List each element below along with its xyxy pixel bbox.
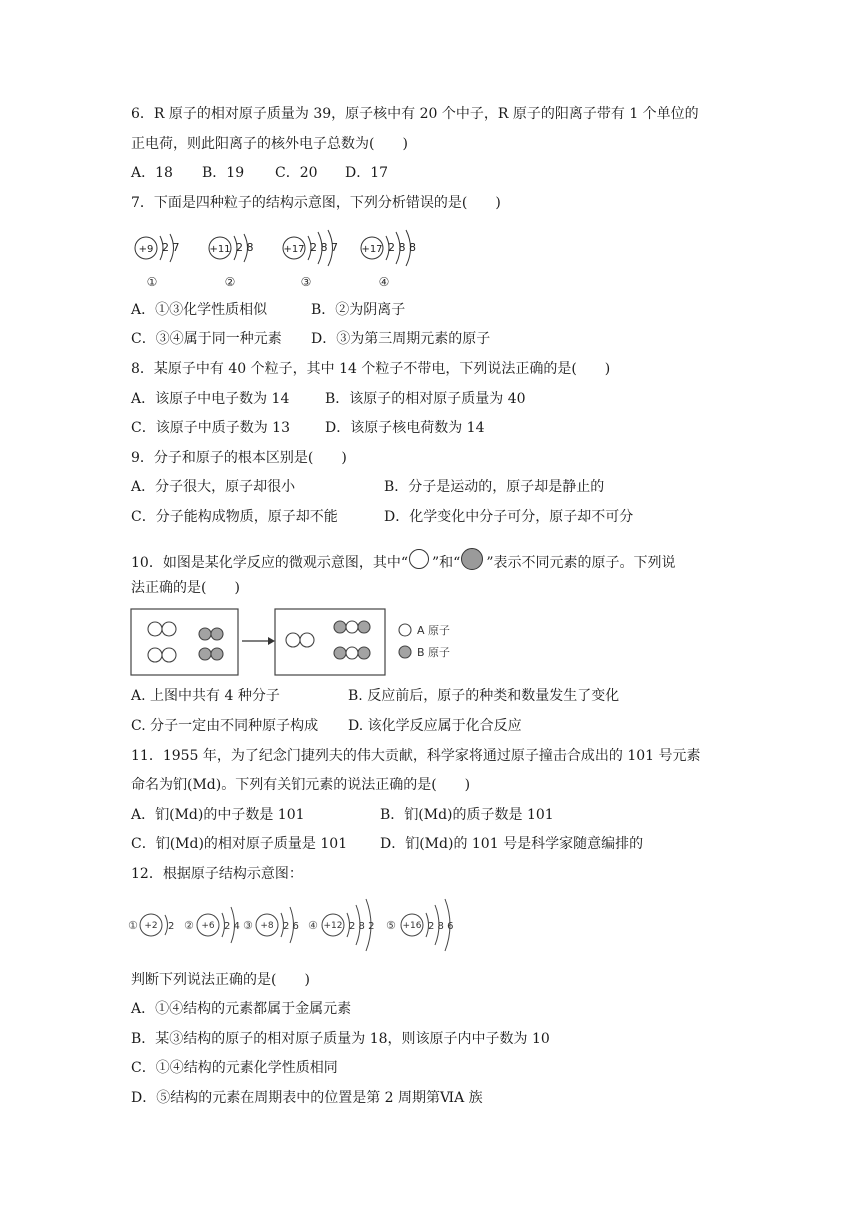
q10-reaction-diagram [130, 607, 470, 677]
q7-nucleus-4: +17 [361, 244, 383, 255]
q7-label-3: ③ [300, 275, 312, 289]
q10-stem-part-b: ”和“ [431, 555, 461, 571]
q12-option-a: A．①④结构的元素都属于金属元素 [131, 1001, 352, 1017]
q9-stem: 9．分子和原子的根本区别是( ) [131, 450, 347, 466]
q7-option-a: A．①③化学性质相似 [131, 302, 268, 318]
q12-nucleus-3: +8 [260, 921, 274, 931]
q6-option-a: A．18 [131, 165, 173, 181]
q10-stem-line2: 法正确的是( ) [131, 580, 240, 596]
q7-shells-2: 2 8 [236, 241, 254, 254]
q12-shells-5: 2 8 6 [428, 921, 454, 932]
q7-nucleus-1: +9 [138, 244, 154, 255]
q10-option-b: B. 反应前后，原子的种类和数量发生了变化 [348, 688, 620, 704]
q12-label-3: ③ [243, 919, 253, 932]
q7-label-1: ① [146, 275, 158, 289]
q12-label-4: ④ [308, 919, 318, 932]
q12-label-5: ⑤ [386, 919, 396, 932]
q7-label-2: ② [224, 275, 236, 289]
q8-option-b: B．该原子的相对原子质量为 40 [325, 391, 526, 407]
q12-option-d: D．⑤结构的元素在周期表中的位置是第 2 周期第ⅥA 族 [131, 1090, 483, 1106]
q12-nucleus-5: +16 [402, 921, 422, 931]
atom-a-symbol-icon [409, 549, 429, 569]
q12-shells-3: 2 6 [283, 921, 299, 932]
q12-atom-diagrams [128, 893, 468, 957]
legend-b-atom: B 原子 [417, 646, 451, 659]
q8-option-c: C．该原子中质子数为 13 [131, 420, 290, 436]
q7-nucleus-2: +11 [209, 244, 231, 255]
q12-shells-2: 2 4 [224, 921, 240, 932]
q7-stem: 7．下面是四种粒子的结构示意图，下列分析错误的是( ) [131, 195, 501, 211]
q9-option-d: D．化学变化中分子可分，原子却不可分 [384, 509, 634, 525]
q12-stem: 12．根据原子结构示意图： [131, 866, 303, 882]
q11-stem-line2: 命名为钔(Md)。下列有关钔元素的说法正确的是( ) [131, 777, 471, 793]
q7-atom-diagrams [126, 224, 426, 296]
q9-option-b: B．分子是运动的，原子却是静止的 [384, 479, 605, 495]
q10-stem-part-c: ”表示不同元素的原子。下列说 [486, 555, 676, 571]
q11-option-c: C．钔(Md)的相对原子质量是 101 [131, 836, 348, 852]
q12-shells-1: 2 [168, 921, 175, 932]
q10-option-d: D. 该化学反应属于化合反应 [348, 718, 522, 734]
q9-option-c: C．分子能构成物质，原子却不能 [131, 509, 338, 525]
q7-option-d: D．③为第三周期元素的原子 [311, 331, 491, 347]
q7-nucleus-3: +17 [283, 244, 305, 255]
q6-stem-line1: 6．R 原子的相对原子质量为 39，原子核中有 20 个中子，R 原子的阳离子带有 1 个单位的 [131, 106, 699, 122]
q7-shells-3: 2 8 7 [310, 241, 338, 254]
q11-option-b: B．钔(Md)的质子数是 101 [380, 807, 554, 823]
q10-option-c: C. 分子一定由不同种原子构成 [131, 718, 319, 734]
q12-label-2: ② [184, 919, 194, 932]
q10-stem-part-a: 10．如图是某化学反应的微观示意图，其中“ [131, 555, 408, 571]
q12-nucleus-2: +6 [201, 921, 215, 931]
q6-option-c: C．20 [275, 165, 318, 181]
q10-stem-line1 [131, 548, 675, 573]
q6-option-d: D．17 [345, 165, 389, 181]
atom-b-symbol-icon [461, 548, 483, 570]
q12-nucleus-4: +12 [323, 921, 343, 931]
q7-shells-1: 2 7 [162, 241, 180, 254]
q12-nucleus-1: +2 [144, 921, 158, 931]
q7-option-b: B．②为阴离子 [311, 302, 406, 318]
q12-label-1: ① [128, 919, 138, 932]
q8-stem: 8．某原子中有 40 个粒子，其中 14 个粒子不带电，下列说法正确的是( ) [131, 361, 611, 377]
q8-option-a: A．该原子中电子数为 14 [131, 391, 290, 407]
q11-option-a: A．钔(Md)的中子数是 101 [131, 807, 305, 823]
legend-a-atom: A 原子 [417, 624, 451, 637]
q12-option-c: C．①④结构的元素化学性质相同 [131, 1060, 338, 1076]
q8-option-d: D．该原子核电荷数为 14 [325, 420, 485, 436]
q7-shells-4: 2 8 8 [388, 241, 416, 254]
q10-option-a: A. 上图中共有 4 种分子 [131, 688, 280, 704]
q11-option-d: D．钔(Md)的 101 号是科学家随意编排的 [380, 836, 644, 852]
q6-stem-line2: 正电荷，则此阳离子的核外电子总数为( ) [131, 136, 408, 152]
q12-shells-4: 2 8 2 [349, 921, 375, 932]
q7-option-c: C．③④属于同一种元素 [131, 331, 282, 347]
q12-option-b: B．某③结构的原子的相对原子质量为 18，则该原子内中子数为 10 [131, 1031, 550, 1047]
q11-stem-line1: 11．1955 年，为了纪念门捷列夫的伟大贡献，科学家将通过原子撞击合成出的 101 号元素 [131, 748, 701, 764]
q6-option-b: B．19 [202, 165, 245, 181]
q7-label-4: ④ [378, 275, 390, 289]
q12-stem2: 判断下列说法正确的是( ) [131, 972, 310, 988]
q9-option-a: A．分子很大，原子却很小 [131, 479, 296, 495]
